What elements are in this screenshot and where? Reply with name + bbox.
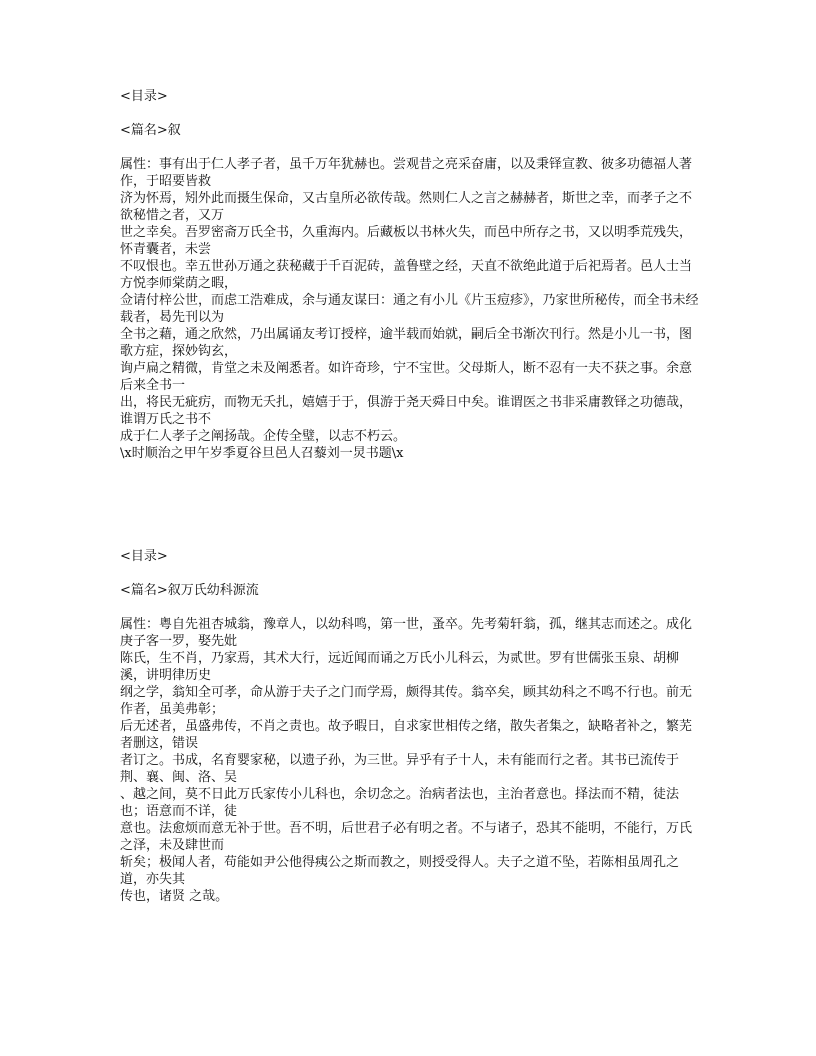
section-preface (120, 88, 700, 462)
spacer (120, 599, 700, 616)
chapter-title: <篇名>叙万氏幼科源流 (120, 583, 259, 598)
toc-label: <目录> (120, 89, 168, 104)
signature-line: \x时顺治之甲午岁季夏谷旦邑人召藜刘一炅书题\x (120, 446, 404, 461)
spacer (120, 565, 700, 582)
body-line: 全书之藉，通之欣然，乃出属诵友考订授梓，逾半载而始就，嗣后全书渐次刊行。然是小儿一书，图歌方症，探妙钩玄， (120, 327, 693, 359)
body-line: 出，将民无疵疠，而物无夭扎，嬉嬉于于，俱游于尧天舜日中矣。谁谓医之书非采庸教铎之功德哉，谁谓万氏之书不 (120, 395, 693, 427)
spacer (120, 105, 700, 122)
body-line: 、越之间，莫不日此万氏家传小儿科也，余切念之。治病者法也，主治者意也。择法而不精，徒法也；语意而不详，徒 (120, 787, 680, 819)
body-line: 意也。法愈烦而意无补于世。吾不明，后世君子必有明之者。不与诸子，恐其不能明，不能行，万氏之泽，未及肆世而 (120, 821, 693, 853)
body-line: 陈氏，生不肖，乃家焉，其术大行，远近闻而诵之万氏小儿科云，为贰世。罗有世儒张玉泉、胡柳溪，讲明律历史 (120, 651, 680, 683)
body-line: 斩矣；极闻人者，苟能如尹公他得痍公之斯而教之，则授受得人。夫子之道不坠，若陈相虽周孔之道，亦失其 (120, 855, 680, 887)
body-line: 佥请付梓公世，而虑工浩难成，余与通友谋曰：通之有小儿《片玉痘疹》，乃家世所秘传，而全书未经载者，曷先刊以为 (120, 293, 699, 325)
body-line: 济为怀焉，矧外此而摄生保命，又古皇所必欲传哉。然则仁人之言之赫赫者，斯世之幸，而孝子之不欲秘惜之者，又万 (120, 191, 693, 223)
body-line: 世之幸矣。吾罗密斋万氏全书，久重海内。后藏板以书林火失，而邑中所存之书，又以明季荒残失，怀青囊者，未尝 (120, 225, 693, 257)
body-line: 属性：事有出于仁人孝子者，虽千万年犹赫也。尝观昔之亮采奋庸，以及秉铎宣教、彼多功德福人著作，于昭要皆救 (120, 157, 693, 189)
body-line: 纲之学，翁知全可孝，命从游于夫子之门而学焉，颇得其传。翁卒矣，顾其幼科之不鸣不行也。前无作者，虽美弗彰； (120, 685, 693, 717)
section-lineage (120, 548, 700, 905)
chapter-title: <篇名>叙 (120, 123, 181, 138)
body-line: 后无述者，虽盛弗传，不肖之责也。故予暇日，自求家世相传之绪，散失者集之，缺略者补之，繁芜者删这，错误 (120, 719, 693, 751)
body-line: 成于仁人孝子之阐扬哉。企传全璧，以志不朽云。 (120, 429, 407, 444)
body-line: 属性：粤自先祖杏城翁，豫章人，以幼科鸣，第一世，蚤卒。先考菊轩翁，孤，继其志而述之。成化庚子客一罗，娶先妣 (120, 617, 693, 649)
body-line: 询卢扁之精微，肯堂之未及阐悉者。如许奇珍，宁不宝世。父母斯人，断不忍有一夫不获之事。余意后来全书一 (120, 361, 693, 393)
body-line: 传也，诸贤 之哉。 (120, 889, 229, 904)
toc-label: <目录> (120, 549, 168, 564)
spacer (120, 139, 700, 156)
body-line: 者订之。书成，名育婴家秘，以遗子孙，为三世。异乎有子十人，未有能而行之者。其书已流传于荆、襄、闽、洛、吴 (120, 753, 680, 785)
body-line: 不叹恨也。幸五世孙万通之获秘藏于千百泥砖，盖鲁壁之经，天直不欲绝此道于后祀焉者。邑人士当方悦李师棠荫之暇， (120, 259, 693, 291)
